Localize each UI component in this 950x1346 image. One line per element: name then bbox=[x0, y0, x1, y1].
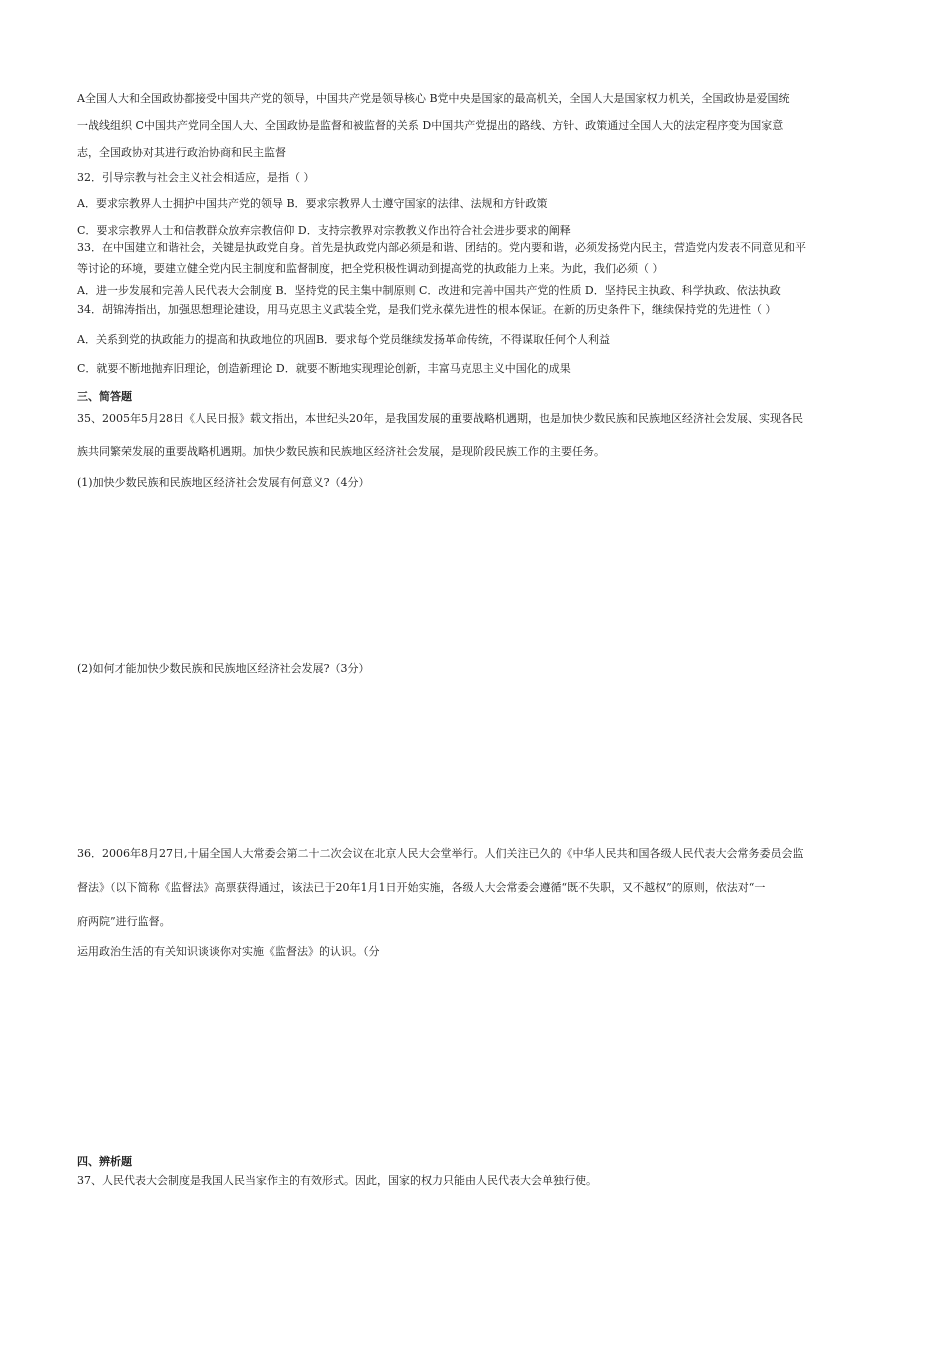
q36-task: 运用政治生活的有关知识谈谈你对实施《监督法》的认识。（分 bbox=[77, 945, 380, 958]
q35-subquestion-2: (2)如何才能加快少数民族和民族地区经济社会发展?（3分） bbox=[77, 662, 370, 675]
section-3-title: 三、简答题 bbox=[77, 390, 132, 403]
q36-stem-line-1: 36．2006年8月27日,十届全国人大常委会第二十二次会议在北京人民大会堂举行。人们关注已久的《中华人民共和国各级人民代表大会常务委员会监 bbox=[77, 847, 804, 860]
q31-options-line-1: A全国人大和全国政协都接受中国共产党的领导，中国共产党是领导核心 B党中央是国家的最高机关，全国人大是国家权力机关，全国政协是爱国统 bbox=[77, 92, 790, 105]
q33-options: A．进一步发展和完善人民代表大会制度 B．坚持党的民主集中制原则 C．改进和完善中国共产党的性质 D．坚持民主执政、科学执政、依法执政 bbox=[77, 284, 781, 297]
q37-stem: 37、人民代表大会制度是我国人民当家作主的有效形式。因此，国家的权力只能由人民代表大会单独行使。 bbox=[77, 1174, 597, 1187]
q34-stem: 34．胡锦涛指出，加强思想理论建设，用马克思主义武装全党，是我们党永葆先进性的根本保证。在新的历史条件下，继续保持党的先进性（ ） bbox=[77, 303, 777, 316]
q34-options-ab: A．关系到党的执政能力的提高和执政地位的巩固B．要求每个党员继续发扬革命传统，不得谋取任何个人利益 bbox=[77, 333, 611, 346]
q36-stem-line-3: 府两院”进行监督。 bbox=[77, 915, 171, 928]
q32-options-cd: C．要求宗教界人士和信教群众放弃宗教信仰 D．支持宗教界对宗教教义作出符合社会进步要求的阐释 bbox=[77, 224, 571, 237]
q35-stem-line-2: 族共同繁荣发展的重要战略机遇期。加快少数民族和民族地区经济社会发展，是现阶段民族工作的主要任务。 bbox=[77, 445, 605, 458]
q32-options-ab: A．要求宗教界人士拥护中国共产党的领导 B．要求宗教界人士遵守国家的法律、法规和方针政策 bbox=[77, 197, 548, 210]
q35-subquestion-1: (1)加快少数民族和民族地区经济社会发展有何意义?（4分） bbox=[77, 476, 370, 489]
q36-stem-line-2: 督法》（以下简称《监督法》高票获得通过，该法已于20年1月1日开始实施，各级人大会常委会遵循“既不失职，又不越权”的原则，依法对“一 bbox=[77, 881, 766, 894]
q34-options-cd: C．就要不断地抛弃旧理论，创造新理论 D．就要不断地实现理论创新，丰富马克思主义中国化的成果 bbox=[77, 362, 571, 375]
q33-stem-line-1: 33．在中国建立和谐社会，关键是执政党自身。首先是执政党内部必须是和谐、团结的。党内要和谐，必须发扬党内民主，营造党内发表不同意见和平 bbox=[77, 241, 806, 254]
q35-stem-line-1: 35、2005年5月28日《人民日报》载文指出，本世纪头20年，是我国发展的重要战略机遇期，也是加快少数民族和民族地区经济社会发展、实现各民 bbox=[77, 412, 803, 425]
q32-stem: 32．引导宗教与社会主义社会相适应，是指（ ） bbox=[77, 171, 315, 184]
q33-stem-line-2: 等讨论的环境，要建立健全党内民主制度和监督制度，把全党积极性调动到提高党的执政能力上来。为此，我们必须（ ） bbox=[77, 262, 664, 275]
q31-options-line-3: 志，全国政协对其进行政治协商和民主监督 bbox=[77, 146, 286, 159]
section-4-title: 四、辨析题 bbox=[77, 1155, 132, 1168]
q31-options-line-2: 一战线组织 C中国共产党同全国人大、全国政协是监督和被监督的关系 D中国共产党提出的路线、方针、政策通过全国人大的法定程序变为国家意 bbox=[77, 119, 784, 132]
